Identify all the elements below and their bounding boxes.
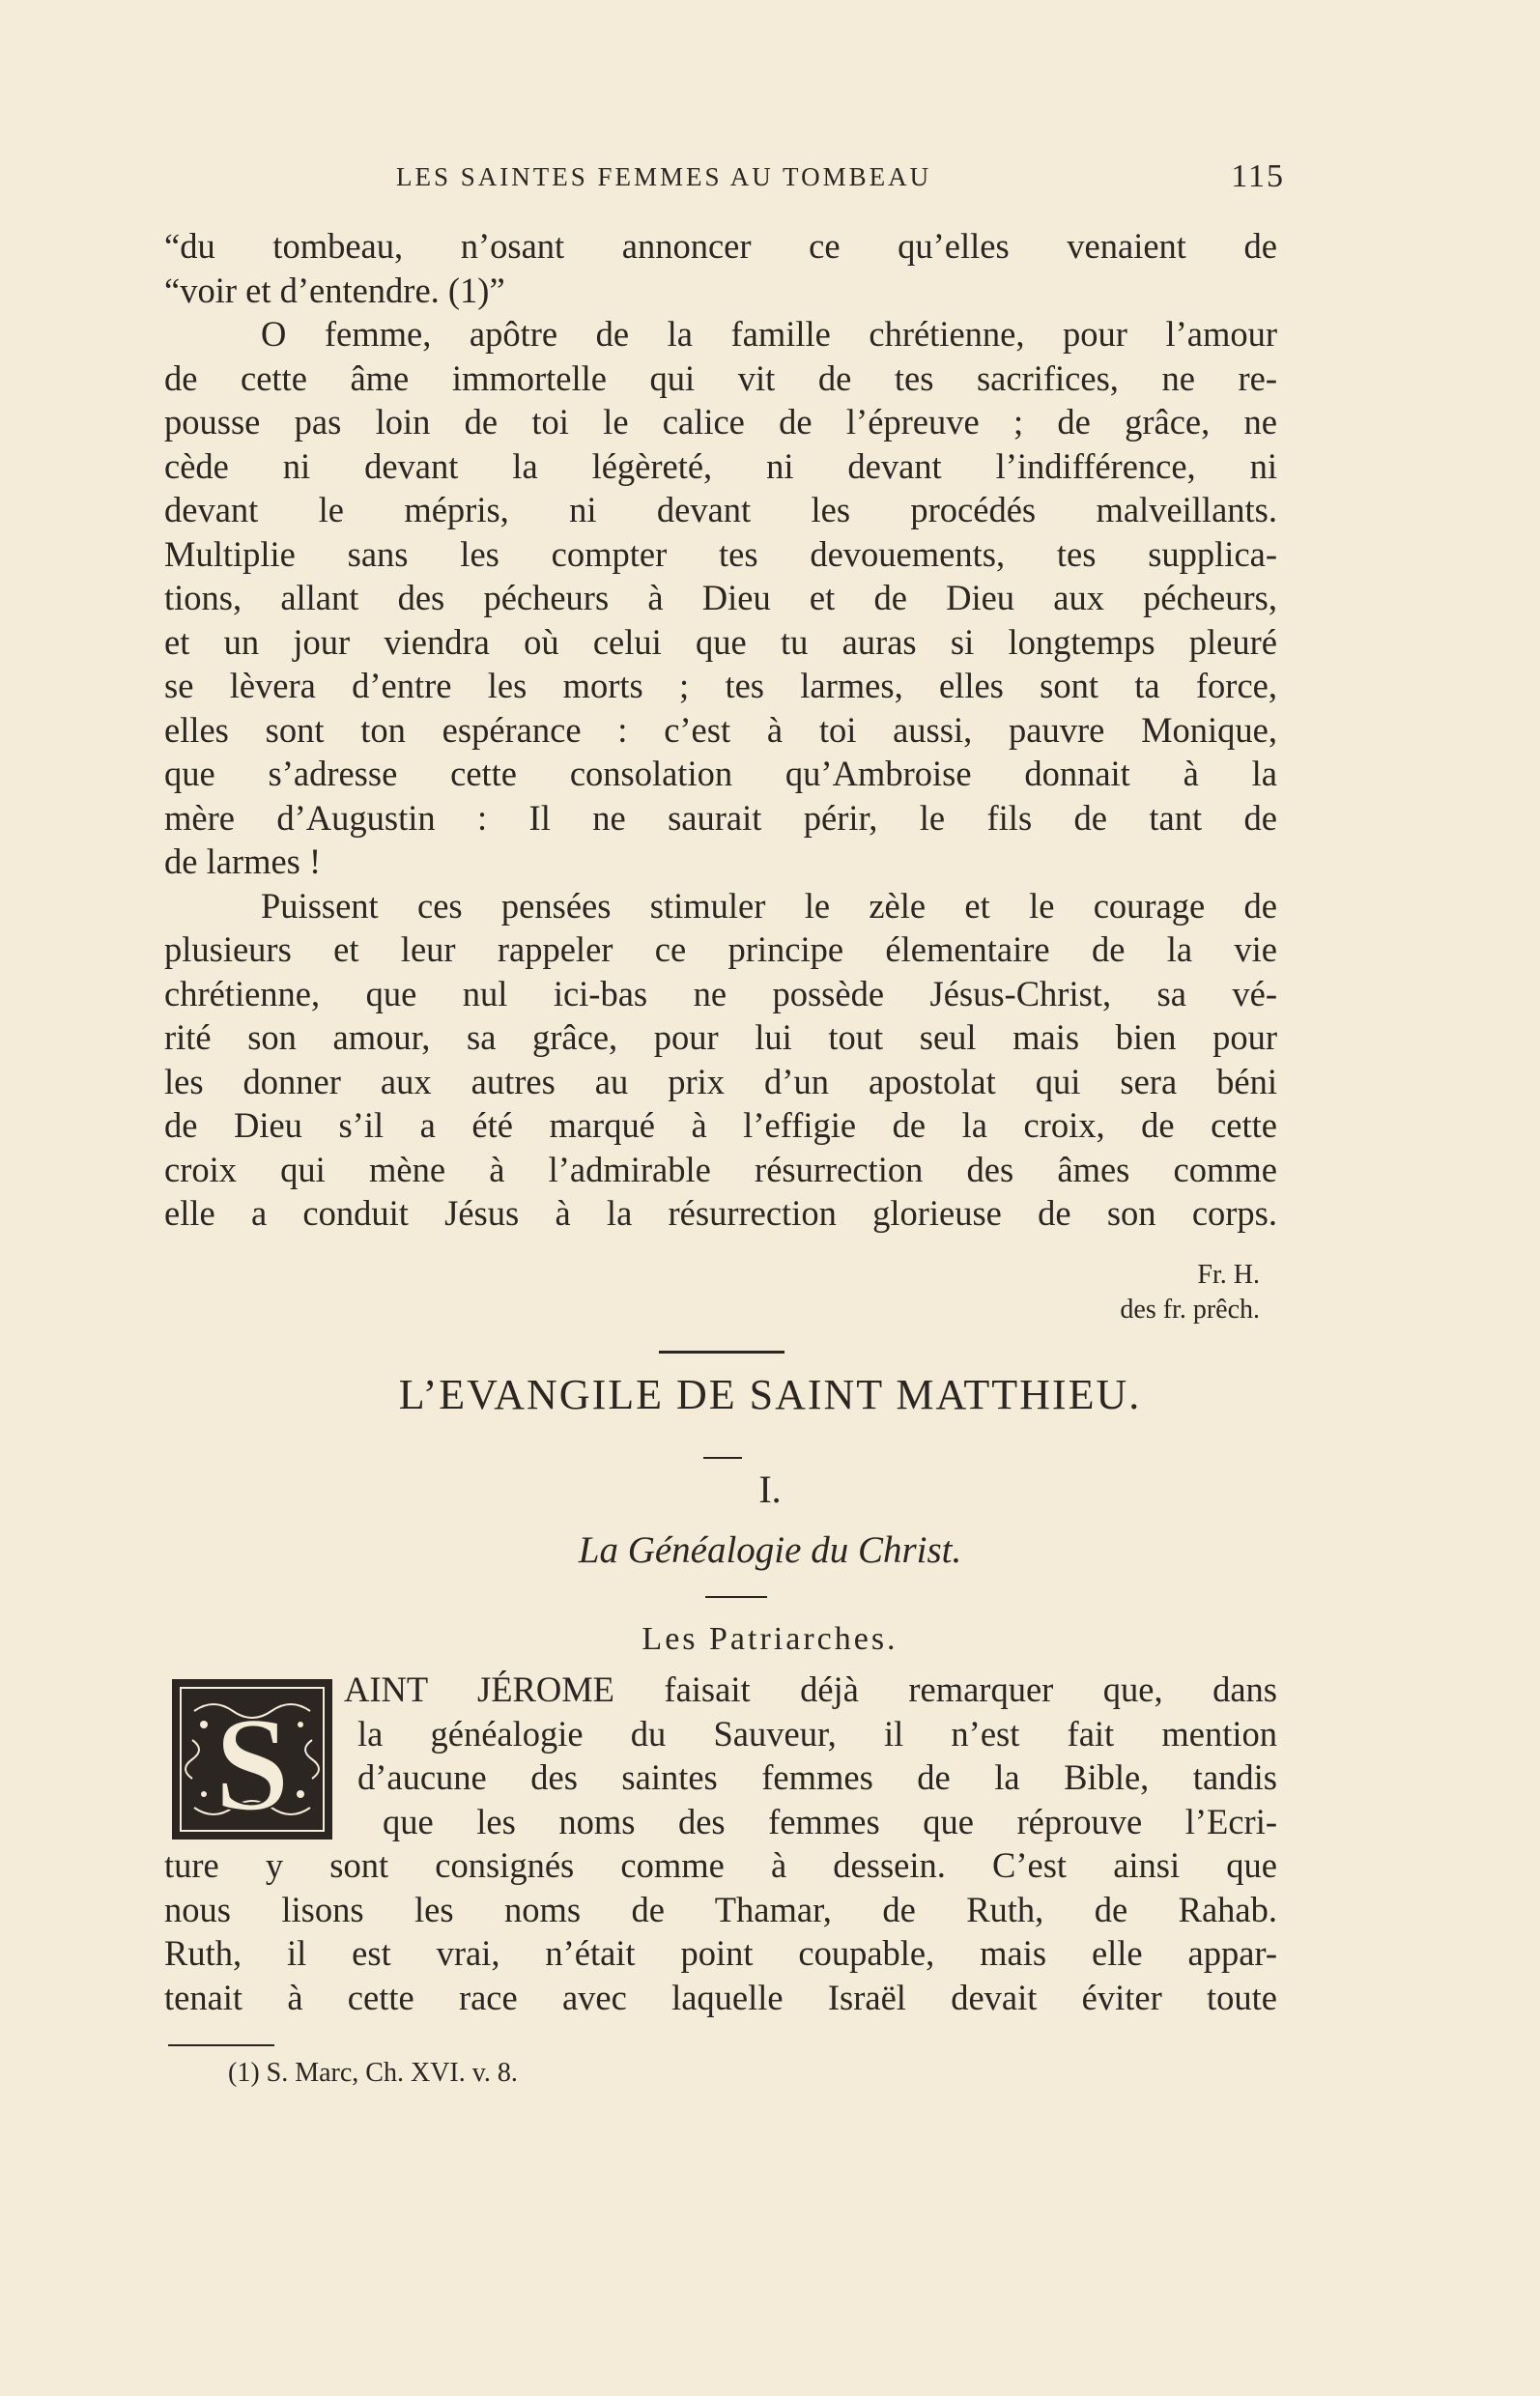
signature — [1120, 1260, 1260, 1326]
text-line: se lèvera d’entre les morts ; tes larmes, elles sont ta force, — [164, 666, 1277, 705]
text-line: d’aucune des saintes femmes de la Bible, tandis — [357, 1757, 1277, 1797]
text-line: rité son amour, sa grâce, pour lui tout seul mais bien pour — [164, 1017, 1277, 1057]
page-number: 115 — [1231, 158, 1285, 194]
article-title: L’EVANGILE DE SAINT MATTHIEU. — [398, 1371, 1142, 1418]
text-line: pousse pas loin de toi le calice de l’épreuve ; de grâce, ne — [164, 402, 1277, 442]
ornamental-initial — [172, 1679, 332, 1840]
text-line: mère d’Augustin : Il ne saurait périr, le fils de tant de — [164, 797, 1277, 838]
text-line: elles sont ton espérance : c’est à toi aussi, pauvre Monique, — [164, 709, 1277, 750]
dropcap-letter: S — [214, 1690, 290, 1837]
signature-order: des fr. prêch. — [1120, 1295, 1260, 1325]
text-line: “du tombeau, n’osant annoncer ce qu’elles venaient de — [164, 226, 1277, 266]
text-line: de larmes ! — [164, 841, 322, 881]
ornamental-initial-icon — [175, 1682, 329, 1837]
text-line: tions, allant des pécheurs à Dieu et de Dieu aux pécheurs, — [164, 578, 1277, 617]
article-lines-beside-initial — [344, 1668, 1277, 1843]
text-line: elle a conduit Jésus à la résurrection glorieuse de son corps. — [164, 1193, 1277, 1233]
section-divider — [659, 1351, 784, 1354]
text-line: O femme, apôtre de la famille chrétienne, pour l’amour — [261, 314, 1277, 354]
text-line: croix qui mène à l’admirable résurrection des âmes comme — [164, 1149, 1277, 1189]
title-divider — [703, 1457, 742, 1459]
text-line: “voir et d’entendre. (1)” — [164, 270, 505, 310]
text-line: de cette âme immortelle qui vit de tes sacrifices, ne re- — [164, 357, 1277, 398]
text-line: devant le mépris, ni devant les procédés malveillants. — [164, 490, 1277, 529]
footnote-rule — [168, 2044, 274, 2046]
text-line: que s’adresse cette consolation qu’Ambroise donnait à la — [164, 754, 1277, 793]
subtitle-divider — [705, 1596, 767, 1598]
closing-paragraphs — [164, 224, 1277, 1236]
text-line: AINT JÉROME faisait déjà remarquer que, dans — [344, 1669, 1277, 1709]
text-line: tenait à cette race avec laquelle Israël devait éviter toute — [164, 1977, 1277, 2017]
text-line: que les noms des femmes que réprouve l’Ecri- — [383, 1801, 1277, 1841]
running-head — [164, 158, 1285, 201]
text-line: de Dieu s’il a été marqué à l’effigie de la croix, de cette — [164, 1105, 1277, 1145]
text-line: ture y sont consignés comme à dessein. C’est ainsi que — [164, 1845, 1277, 1885]
text-line: nous lisons les noms de Thamar, de Ruth, de Rahab. — [164, 1889, 1277, 1929]
section-heading: Les Patriarches. — [642, 1621, 898, 1657]
text-line: cède ni devant la légèreté, ni devant l’indifférence, ni — [164, 445, 1277, 486]
text-line: Ruth, il est vrai, n’était point coupable, mais elle appar- — [164, 1933, 1277, 1973]
text-line: la généalogie du Sauveur, il n’est fait mention — [357, 1713, 1277, 1754]
text-line: chrétienne, que nul ici-bas ne possède Jésus-Christ, sa vé- — [164, 973, 1277, 1013]
text-line: Multiplie sans les compter tes devouements, tes supplica- — [164, 533, 1277, 574]
text-line: plusieurs et leur rappeler ce principe élementaire de la vie — [164, 929, 1277, 969]
text-line: Puissent ces pensées stimuler le zèle et le courage de — [261, 885, 1277, 926]
signature-name: Fr. H. — [1197, 1260, 1260, 1290]
text-line: et un jour viendra où celui que tu auras si longtemps pleuré — [164, 621, 1277, 662]
footnote: (1) S. Marc, Ch. XVI. v. 8. — [228, 2058, 518, 2088]
part-subtitle: La Généalogie du Christ. — [578, 1529, 962, 1571]
text-line: les donner aux autres au prix d’un apostolat qui sera béni — [164, 1061, 1277, 1101]
part-number: I. — [758, 1468, 782, 1511]
running-title: LES SAINTES FEMMES AU TOMBEAU — [396, 162, 932, 191]
article-lines — [164, 1843, 1277, 2019]
